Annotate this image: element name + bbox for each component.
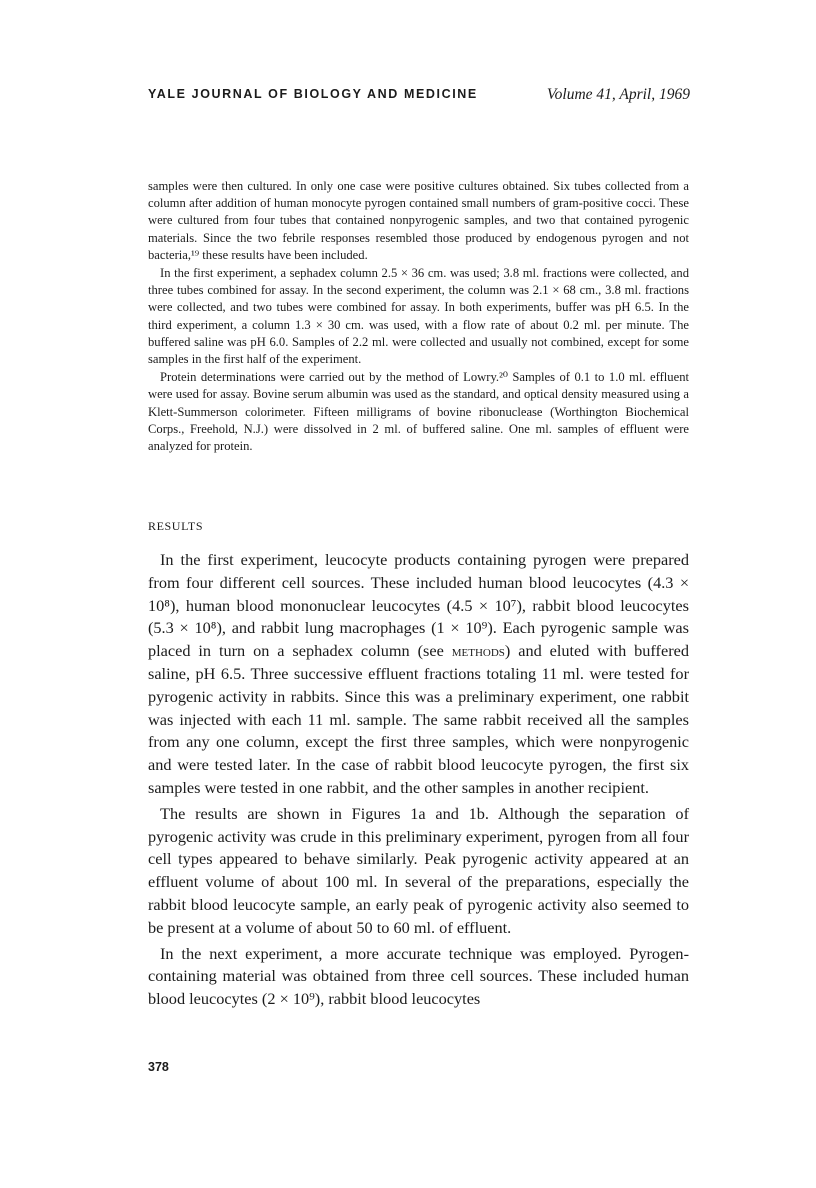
results-paragraph: In the next experiment, a more accurate technique was employed. Pyrogen-containing material was obtained from three cell sources. These included human blood leucocytes (2 × 10⁹), rabbit blood leucocytes [148,943,689,1009]
page-number: 378 [148,1060,169,1074]
methods-paragraph: samples were then cultured. In only one case were positive cultures obtained. Six tubes collected from a column after addition of human monocyte pyrogen contained small numbers of gram-positive cocci. These were cultured from four tubes that contained nonpyrogenic samples, and two that contained pyrogenic materials. Since the two febrile responses resembled those produced by endogenous pyrogen and not bacteria,¹⁹ these results have been included. [148,179,689,262]
results-paragraph [148,549,689,800]
methods-continuation [148,178,689,456]
results-section [148,549,689,1014]
methods-paragraph: Protein determinations were carried out by the method of Lowry.²⁰ Samples of 0.1 to 1.0 ml. effluent were used for assay. Bovine serum albumin was used as the standard, and optical density measured using a Klett-Summerson colorimeter. Fifteen milligrams of bovine ribonuclease (Worthington Biochemical Corps., Freehold, N.J.) were dissolved in 2 ml. of buffered saline. One ml. samples of effluent were analyzed for protein. [148,370,689,454]
methods-paragraph: In the first experiment, a sephadex column 2.5 × 36 cm. was used; 3.8 ml. fractions were collected, and three tubes combined for assay. In the second experiment, the column was 2.1 × 68 cm., 3.8 ml. fractions were collected, and two tubes were combined for assay. In both experiments, buffer was pH 6.5. In the third experiment, a column 1.3 × 30 cm. was used, with a flow rate of about 0.2 ml. per minute. The buffered saline was pH 6.0. Samples of 2.2 ml. were collected and usually not combined, except for some samples in the first half of the experiment. [148,266,689,367]
running-header [148,86,690,106]
journal-title: YALE JOURNAL OF BIOLOGY AND MEDICINE [148,87,478,101]
results-text: ) and eluted with buffered saline, pH 6.5. Three successive effluent fractions totaling 11 ml. were tested for pyrogenic activity in rabbits. Since this was a preliminary experiment, one rabbit was injected with each 11 ml. sample. The same rabbit received all the samples from any one column, except the first three samples, which were nonpyrogenic and were tested later. In the case of rabbit blood leucocyte pyrogen, the first six samples were tested in one rabbit, and the other samples in another recipient. [148,641,689,797]
methods-reference: methods [451,641,505,661]
results-paragraph: The results are shown in Figures 1a and 1b. Although the separation of pyrogenic activity was crude in this preliminary experiment, pyrogen from all four cell types appeared to behave similarly. Peak pyrogenic activity appeared at an effluent volume of about 100 ml. In several of the preparations, especially the rabbit blood leucocyte sample, an early peak of pyrogenic activity also seemed to be present at a volume of about 50 to 60 ml. of effluent. [148,803,689,937]
results-text: In the first experiment, leucocyte products containing pyrogen were prepared from four different cell sources. These included human blood leucocytes (4.3 × 10⁸), human blood mononuclear leucocytes (4.5 × 10⁷), rabbit blood leucocytes (5.3 × 10⁸), and rabbit lung macrophages (1 × 10⁹). Each pyrogenic sample was placed in turn on a sephadex column (see [148,550,689,661]
results-heading: RESULTS [148,519,204,533]
volume-info: Volume 41, April, 1969 [546,86,690,103]
